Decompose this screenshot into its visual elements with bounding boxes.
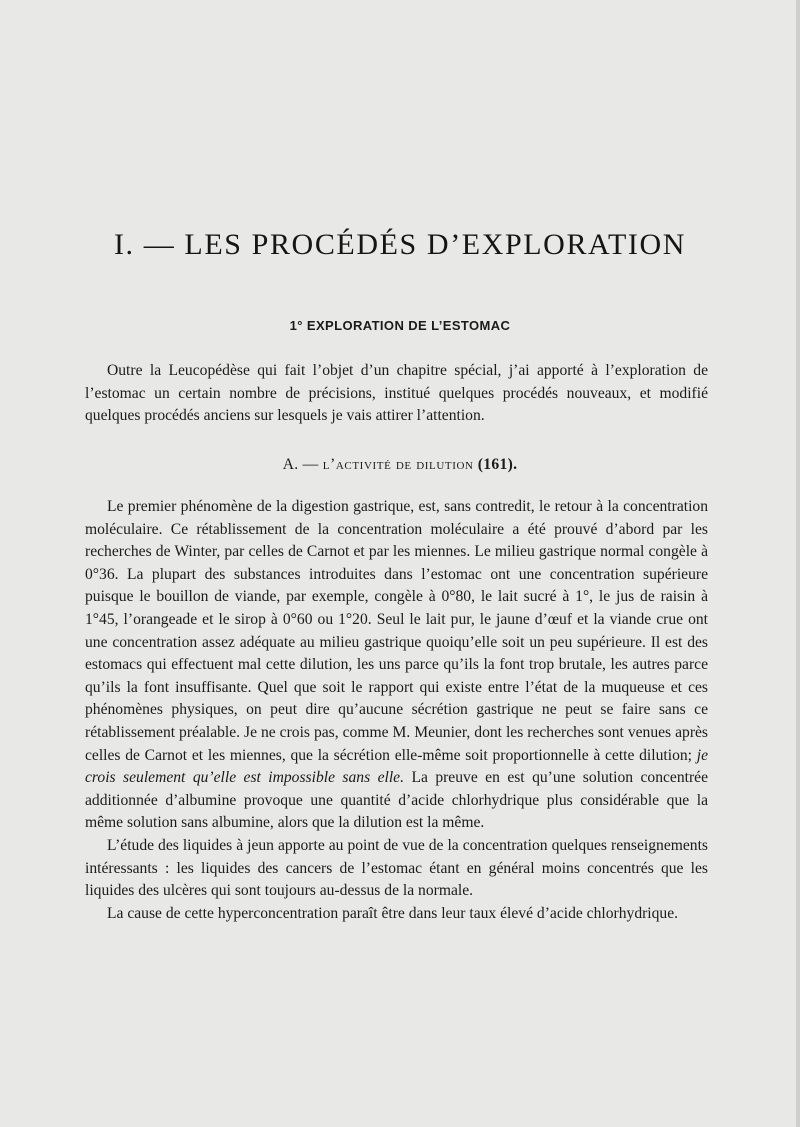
subsection-heading xyxy=(0,456,800,474)
section-number: 1° xyxy=(289,318,303,333)
section-heading xyxy=(0,318,800,333)
paragraph-text: L’étude des liquides à jeun apporte au point de vue de la concentration quelques renseignements intéressants : les liquides des cancers de l’estomac étant en général moins concentrés que les liquides des ulcères qui sont toujours au-dessus de la normale. xyxy=(85,836,708,900)
paragraph xyxy=(85,835,708,903)
intro-paragraph: Outre la Leucopédèse qui fait l’objet d’un chapitre spécial, j’ai apporté à l’exploration de l’estomac un certain nombre de précisions, institué quelques procédés nouveaux, et modifié quelques procédés anciens sur lesquels je vais attirer l’attention. xyxy=(85,362,708,425)
paragraph-text: Le premier phénomène de la digestion gastrique, est, sans contredit, le retour à la concentration moléculaire. Ce rétablissement de la concentration moléculaire a été prouvé d’abord par les recherches de Winter, par celles de Carnot et par les miennes. Le milieu gastrique normal congèle à 0°36. La plupart des substances introduites dans l’estomac ont une concentration supérieure puisque le bouillon de viande, par exemple, congèle à 0°80, le lait sucré à 1°, le jus de raisin à 1°45, l’orangeade et le sirop à 0°60 ou 1°20. Seul le lait pur, le jaune d’œuf et la viande crue ont une concentration assez adéquate au milieu gastrique quoiqu’elle soit un peu supérieure. Il est des estomacs qui effectuent mal cette dilution, les uns parce qu’ils la font trop brutale, les autres parce qu’ils la font insuffisante. Quel que soit le rapport qui existe entre l’état de la muqueuse et ces phénomènes physiques, on peut dire qu’aucune sécrétion gastrique ne peut se faire sans ce rétablissement préalable. Je ne crois pas, comme M. Meunier, dont les recherches sont venues après celles de Carnot et les miennes, que la sécrétion elle-même soit proportionnelle à cette dilution; xyxy=(85,498,708,764)
chapter-title: I. — LES PROCÉDÉS D’EXPLORATION xyxy=(113,228,687,261)
paragraph xyxy=(85,903,708,926)
intro-block xyxy=(85,360,708,428)
subsection-letter: A. — xyxy=(282,456,319,473)
section-label: EXPLORATION DE L’ESTOMAC xyxy=(306,318,511,333)
italic-emphasis: je crois seulement qu’elle est impossible sans elle. xyxy=(85,746,708,787)
paragraph-text: La cause de cette hyperconcentration paraît être dans leur taux élevé d’acide chlorhydrique. xyxy=(107,904,679,922)
body-text xyxy=(85,496,708,925)
subsection-label: l’activité de dilution xyxy=(322,456,474,473)
paragraph xyxy=(85,496,708,835)
page-edge xyxy=(796,0,800,1127)
paragraph-text: La preuve en est qu’une solution concentrée additionnée d’albumine provoque une quantité d’acide chlorhydrique plus considérable que la même solution sans albumine, alors que la dilution est la même. xyxy=(85,769,708,832)
subsection-reference: (161). xyxy=(477,456,518,473)
